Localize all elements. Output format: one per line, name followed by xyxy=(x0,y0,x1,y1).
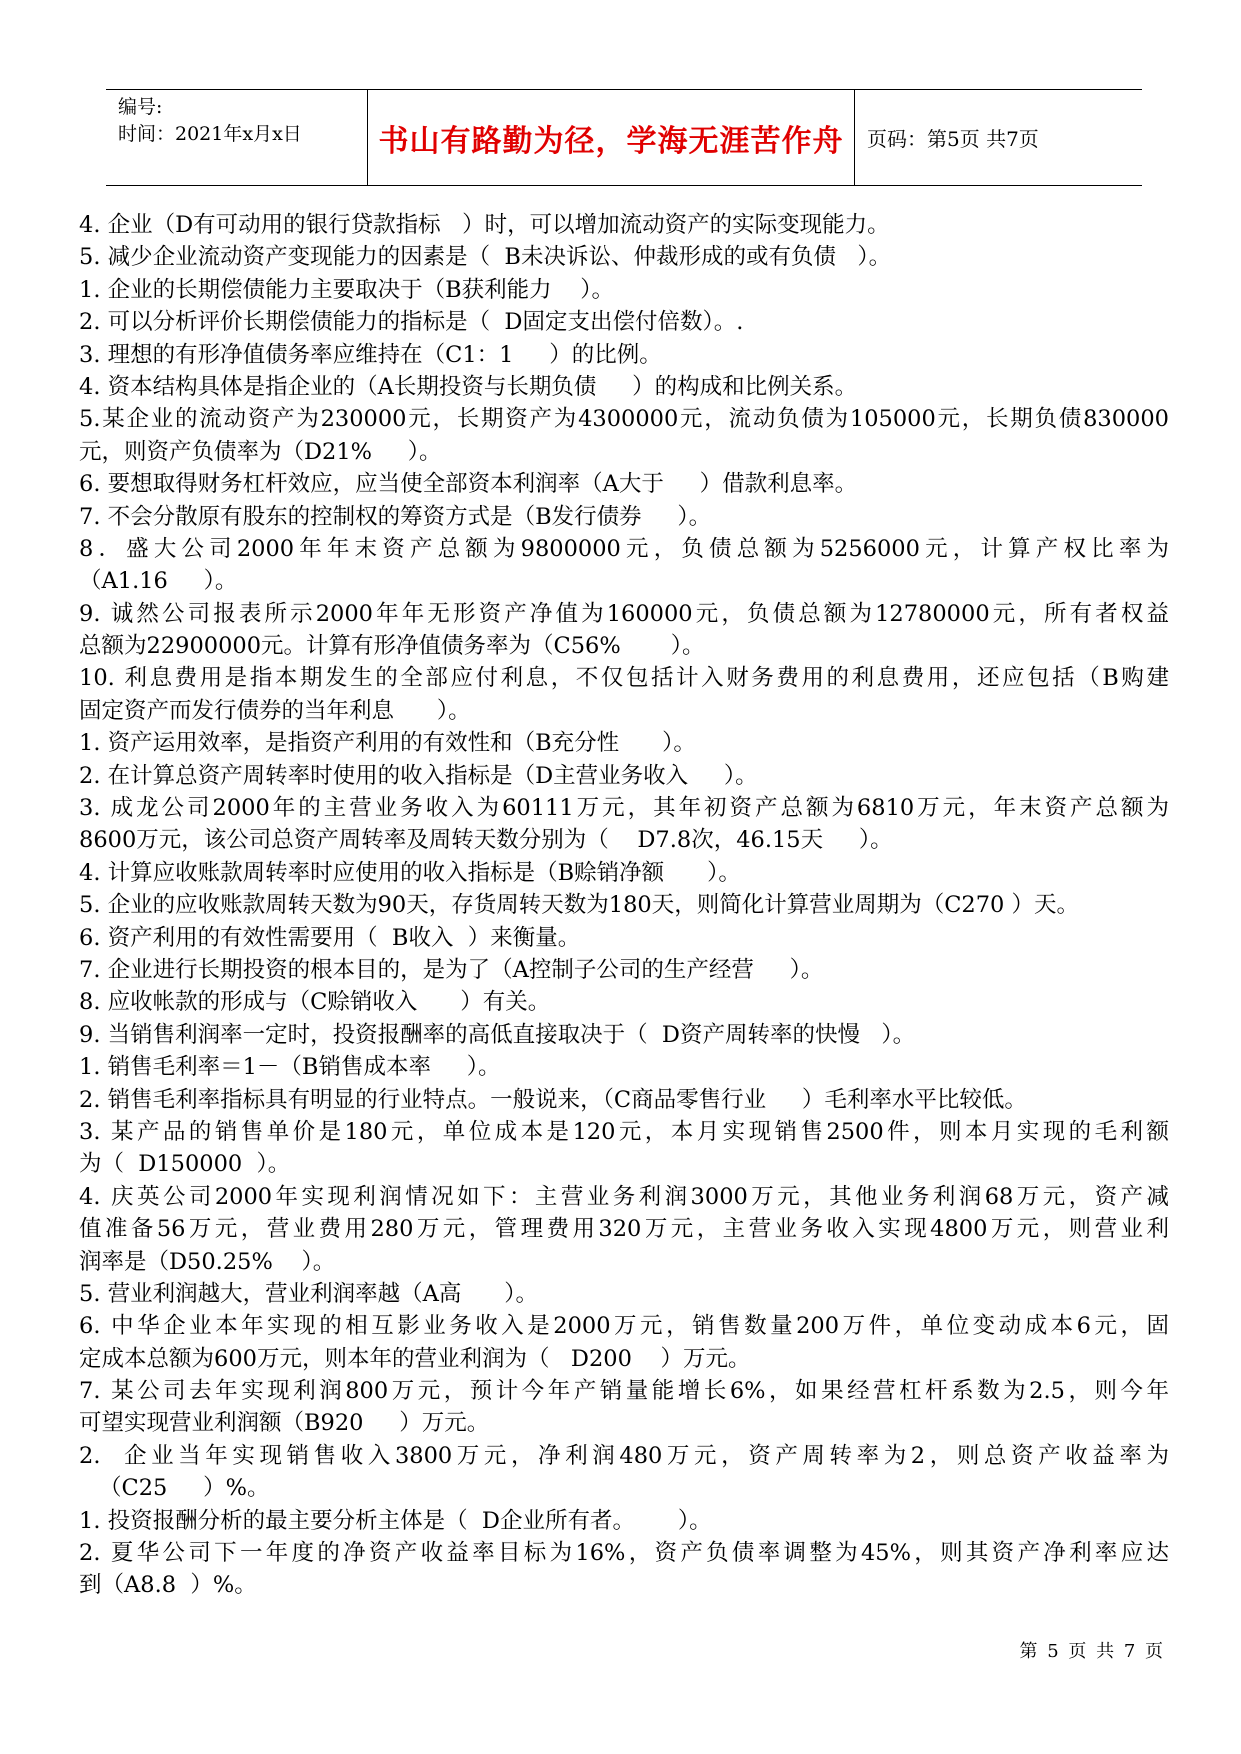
text-line: 5.某企业的流动资产为230000元，长期资产为4300000元，流动负债为105000元，长期负债830000 xyxy=(79,406,1169,433)
text-line: 3. 成龙公司2000年的主营业务收入为60111万元，其年初资产总额为6810万元，年末资产总额为 xyxy=(79,795,1169,822)
header-page-code: 页码：第5页 共7页 xyxy=(867,127,1039,151)
text-line: 9. 当销售利润率一定时，投资报酬率的高低直接取决于（ D资产周转率的快慢 ）。 xyxy=(79,1021,916,1048)
text-line: 7. 企业进行长期投资的根本目的，是为了（A控制子公司的生产经营 ）。 xyxy=(79,956,824,983)
text-line: 可望实现营业利润额（B920 ）万元。 xyxy=(79,1410,490,1437)
text-line: 元，则资产负债率为（D21% ）。 xyxy=(79,438,442,465)
text-line: 2. 企业当年实现销售收入3800万元，净利润480万元，资产周转率为2，则总资产收益率为 xyxy=(79,1442,1169,1469)
text-line: 5. 减少企业流动资产变现能力的因素是（ B未决诉讼、仲裁形成的或有负债 ）。 xyxy=(79,244,892,271)
page-header xyxy=(106,89,1142,186)
text-line: 为（ D150000 ）。 xyxy=(79,1151,291,1178)
text-line: 8．盛大公司2000年年末资产总额为9800000元，负债总额为5256000元，计算产权比率为 xyxy=(79,535,1169,562)
page-footer: 第 5 页 共 7 页 xyxy=(1019,1641,1165,1662)
text-line: 6. 资产利用的有效性需要用（ B收入 ）来衡量。 xyxy=(79,924,581,951)
header-meta xyxy=(106,90,368,185)
text-line: 2. 夏华公司下一年度的净资产收益率目标为16%，资产负债率调整为45%，则其资产净利率应达 xyxy=(79,1540,1169,1567)
document-body xyxy=(79,209,1169,1602)
text-line: 3. 理想的有形净值债务率应维持在（C1：1 ）的比例。 xyxy=(79,341,662,368)
text-line: 固定资产而发行债券的当年利息 ）。 xyxy=(79,697,471,724)
text-line: 到（A8.8 ）%。 xyxy=(79,1572,257,1599)
text-line: 润率是（D50.25% ）。 xyxy=(79,1248,336,1275)
text-line: 1. 投资报酬分析的最主要分析主体是（ D企业所有者。 ）。 xyxy=(79,1507,712,1534)
text-line: 5. 营业利润越大，营业利润率越（A高 ）。 xyxy=(79,1280,539,1307)
text-line: 4. 企业（D有可动用的银行贷款指标 ）时，可以增加流动资产的实际变现能力。 xyxy=(79,212,890,238)
text-line: 7. 不会分散原有股东的控制权的筹资方式是（B发行债券 ）。 xyxy=(79,503,712,530)
text-line: 8600万元，该公司总资产周转率及周转天数分别为（ D7.8次，46.15天 ）。 xyxy=(79,827,893,854)
text-line: （A1.16 ）。 xyxy=(79,568,238,595)
text-line: 3. 某产品的销售单价是180元，单位成本是120元，本月实现销售2500件，则本月实现的毛利额 xyxy=(79,1118,1169,1145)
text-line: 9. 诚然公司报表所示2000年年无形资产净值为160000元，负债总额为12780000元，所有者权益 xyxy=(79,600,1169,627)
text-line: 4. 计算应收账款周转率时应使用的收入指标是（B赊销净额 ）。 xyxy=(79,859,741,886)
text-line: （C25 ）%。 xyxy=(99,1475,270,1502)
text-line: 2. 可以分析评价长期偿债能力的指标是（ D固定支出偿付倍数）。. xyxy=(79,309,744,336)
time-label: 时间：2021年x月x日 xyxy=(118,123,302,145)
text-line: 总额为22900000元。计算有形净值债务率为（C56% ）。 xyxy=(79,633,705,660)
text-line: 6. 要想取得财务杠杆效应，应当使全部资本利润率（A大于 ）借款利息率。 xyxy=(79,471,858,498)
text-line: 4. 庆英公司2000年实现利润情况如下：主营业务利润3000万元，其他业务利润68万元，资产减 xyxy=(79,1183,1169,1210)
text-line: 1. 销售毛利率＝1－（B销售成本率 ）。 xyxy=(79,1054,501,1081)
text-line: 4. 资本结构具体是指企业的（A长期投资与长期负债 ）的构成和比例关系。 xyxy=(79,373,858,400)
text-line: 2. 在计算总资产周转率时使用的收入指标是（D主营业务收入 ）。 xyxy=(79,762,758,789)
text-line: 8. 应收帐款的形成与（C赊销收入 ）有关。 xyxy=(79,989,551,1016)
text-line: 1. 资产运用效率，是指资产利用的有效性和（B充分性 ）。 xyxy=(79,730,696,757)
text-line: 7. 某公司去年实现利润800万元，预计今年产销量能增长6%，如果经营杠杆系数为2.5，则今年 xyxy=(79,1378,1169,1405)
header-motto: 书山有路勤为径，学海无涯苦作舟 xyxy=(368,90,855,185)
number-label: 编号: xyxy=(118,96,163,118)
text-line: 1. 企业的长期偿债能力主要取决于（B获利能力 ）。 xyxy=(79,276,615,303)
text-line: 5. 企业的应收账款周转天数为90天，存货周转天数为180天，则简化计算营业周期为（C270 ）天。 xyxy=(79,892,1080,919)
text-line: 10. 利息费用是指本期发生的全部应付利息，不仅包括计入财务费用的利息费用，还应包括（B购建 xyxy=(79,665,1169,692)
text-line: 定成本总额为600万元，则本年的营业利润为（ D200 ）万元。 xyxy=(79,1345,751,1372)
text-line: 6. 中华企业本年实现的相互影业务收入是2000万元，销售数量200万件，单位变动成本6元，固 xyxy=(79,1313,1169,1340)
text-line: 2. 销售毛利率指标具有明显的行业特点。一般说来，（C商品零售行业 ）毛利率水平比较低。 xyxy=(79,1086,1027,1113)
text-line: 值准备56万元，营业费用280万元，管理费用320万元，主营业务收入实现4800万元，则营业利 xyxy=(79,1216,1169,1243)
